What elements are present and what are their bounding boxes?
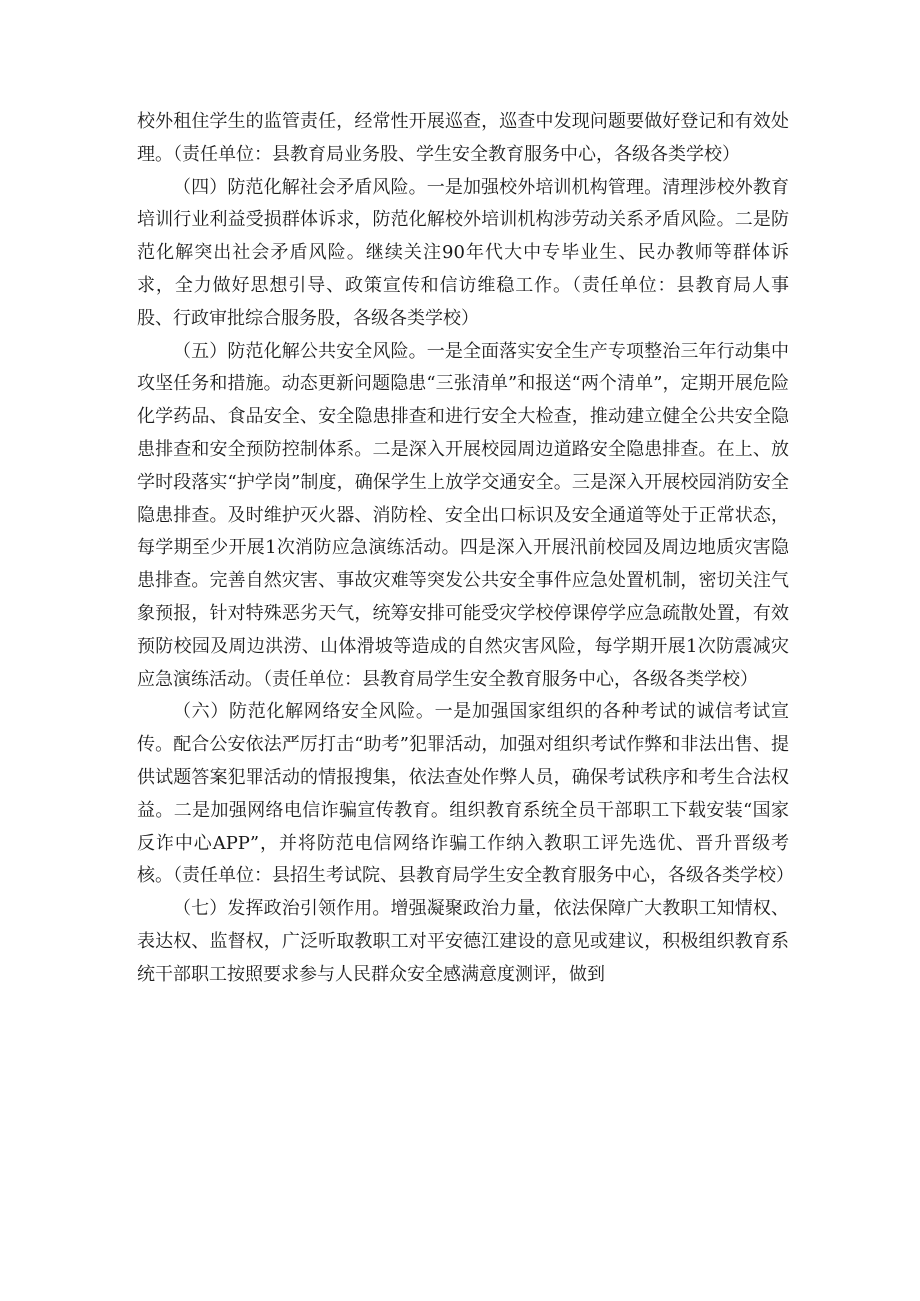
paragraph-section-4-social-conflict-risk: （四）防范化解社会矛盾风险。一是加强校外培训机构管理。清理涉校外教育培训行业利益受损群体诉求，防范化解校外培训机构涉劳动关系矛盾风险。二是防范化解突出社会矛盾风险。继续关注90年代大中专毕业生、民办教师等群体诉求，全力做好思想引导、政策宣传和信访维稳工作。（责任单位：县教育局人事股、行政审批综合服务股，各级各类学校） [137, 176, 789, 329]
paragraph-section-5-public-safety-risk: （五）防范化解公共安全风险。一是全面落实安全生产专项整治三年行动集中攻坚任务和措施。动态更新问题隐患“三张清单”和报送“两个清单”，定期开展危险化学药品、食品安全、安全隐患排查和进行安全大检查，推动建立健全公共安全隐患排查和安全预防控制体系。二是深入开展校园周边道路安全隐患排查。在上、放学时段落实“护学岗”制度，确保学生上放学交通安全。三是深入开展校园消防安全隐患排查。及时维护灭火器、消防栓、安全出口标识及安全通道等处于正常状态，每学期至少开展1次消防应急演练活动。四是深入开展汛前校园及周边地质灾害隐患排查。完善自然灾害、事故灾难等突发公共安全事件应急处置机制，密切关注气象预报，针对特殊恶劣天气，统筹安排可能受灾学校停课停学应急疏散处置，有效预防校园及周边洪涝、山体滑坡等造成的自然灾害风险，每学期开展1次防震减灾应急演练活动。（责任单位：县教育局学生安全教育服务中心，各级各类学校） [137, 340, 789, 690]
paragraph-section-6-network-security-risk: （六）防范化解网络安全风险。一是加强国家组织的各种考试的诚信考试宣传。配合公安依法严厉打击“助考”犯罪活动，加强对组织考试作弊和非法出售、提供试题答案犯罪活动的情报搜集，依法查处作弊人员，确保考试秩序和考生合法权益。二是加强网络电信诈骗宣传教育。组织教育系统全员干部职工下载安装“国家反诈中心APP”，并将防范电信网络诈骗工作纳入教职工评先选优、晋升晋级考核。（责任单位：县招生考试院、县教育局学生安全教育服务中心，各级各类学校） [137, 701, 794, 887]
document-body [137, 106, 794, 992]
paragraph-continuation: 校外租住学生的监管责任，经常性开展巡查，巡查中发现问题要做好登记和有效处理。（责任单位：县教育局业务股、学生安全教育服务中心，各级各类学校） [137, 111, 789, 165]
paragraph-section-7-political-guidance: （七）发挥政治引领作用。增强凝聚政治力量，依法保障广大教职工知情权、表达权、监督权，广泛听取教职工对平安德江建设的意见或建议，积极组织教育系统干部职工按照要求参与人民群众安全感满意度测评，做到 [137, 898, 789, 985]
